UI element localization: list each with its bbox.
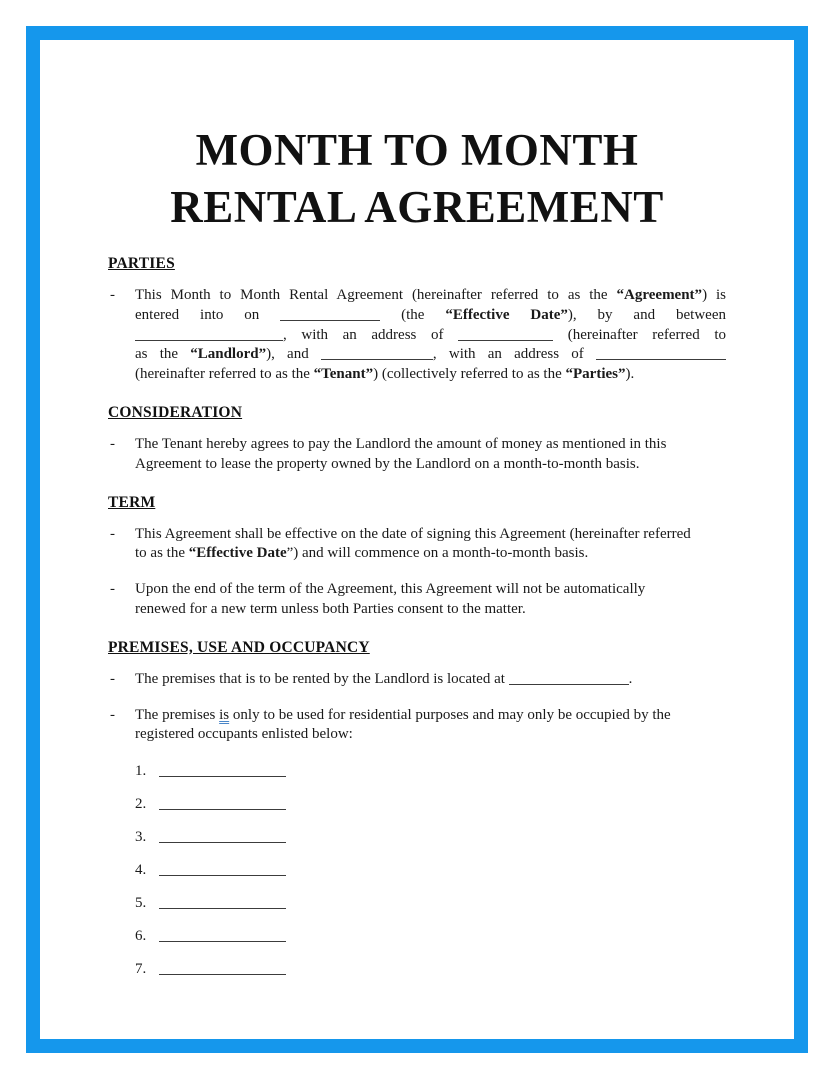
occupant-line xyxy=(135,893,726,913)
body-text: (hereinafter referred to as the xyxy=(135,366,314,383)
fill-in-blank[interactable] xyxy=(159,961,286,975)
body-text: ), and xyxy=(266,346,321,363)
occupant-number: 4. xyxy=(135,862,147,879)
title-line-1: MONTH TO MONTH xyxy=(195,125,639,175)
text-line xyxy=(135,306,726,326)
fill-in-blank[interactable] xyxy=(509,671,629,685)
body-text: The premises that is to be rented by the Landlord is located at xyxy=(135,670,509,687)
fill-in-blank[interactable] xyxy=(596,346,726,360)
bold-text: “Effective Date” xyxy=(445,306,568,323)
body-text: ) (collectively referred to as the xyxy=(373,366,566,383)
body-text: ) is xyxy=(702,287,727,303)
fill-in-blank[interactable] xyxy=(280,307,380,321)
paragraph-term-effective xyxy=(108,525,726,565)
text-line xyxy=(135,286,726,306)
text-line xyxy=(135,365,726,385)
text-line xyxy=(135,706,726,726)
fill-in-blank[interactable] xyxy=(159,928,286,942)
dash-bullet: - xyxy=(110,287,115,303)
dash-bullet: - xyxy=(110,670,115,687)
occupant-line xyxy=(135,794,726,814)
body-text: The Tenant hereby agrees to pay the Landlord the amount of money as mentioned in this xyxy=(135,435,667,452)
body-text: (hereinafter referred to xyxy=(553,326,726,343)
body-text: Upon the end of the term of the Agreement, this Agreement will not be automatically xyxy=(135,581,646,598)
body-text: as the xyxy=(135,346,191,363)
document-content xyxy=(40,40,794,992)
occupant-number: 6. xyxy=(135,928,147,945)
body-text: renewed for a new term unless both Parties consent to the matter. xyxy=(135,600,526,617)
occupants-list xyxy=(135,761,726,979)
paragraph-term-renewal xyxy=(108,580,726,620)
body-text: (the xyxy=(380,306,446,323)
paragraph-parties xyxy=(108,286,726,385)
bold-text: “Landlord” xyxy=(190,346,267,363)
text-line xyxy=(135,600,726,620)
body-text: entered into on xyxy=(135,306,281,323)
body-text: only to be used for residential purposes and may only be occupied by the xyxy=(229,706,671,723)
body-text: This Month to Month Rental Agreement (hereinafter referred to as the xyxy=(135,287,617,303)
section-heading-parties: PARTIES xyxy=(108,255,175,272)
body-text: Agreement to lease the property owned by the Landlord on a month-to-month basis. xyxy=(135,455,640,472)
dash-bullet: - xyxy=(110,581,115,598)
text-line xyxy=(135,544,726,564)
occupant-number: 2. xyxy=(135,796,147,813)
fill-in-blank[interactable] xyxy=(159,796,286,810)
fill-in-blank[interactable] xyxy=(458,327,553,341)
page-border-frame xyxy=(26,26,808,1053)
text-line xyxy=(135,326,726,346)
dash-bullet: - xyxy=(110,525,115,542)
body-text: registered occupants enlisted below: xyxy=(135,726,353,743)
occupant-number: 5. xyxy=(135,895,147,912)
body-text: , with an address of xyxy=(283,326,459,343)
body-text: ”) and will commence on a month-to-month basis. xyxy=(286,545,589,562)
grammar-marked-text: is xyxy=(219,706,230,723)
occupant-line xyxy=(135,827,726,847)
paragraph-premises-location xyxy=(108,670,726,690)
occupant-number: 1. xyxy=(135,763,147,780)
fill-in-blank[interactable] xyxy=(159,763,286,777)
paragraph-consideration xyxy=(108,435,726,475)
text-line xyxy=(135,455,726,475)
body-text: to as the xyxy=(135,545,189,562)
title-line-2: RENTAL AGREEMENT xyxy=(170,182,664,232)
dash-bullet: - xyxy=(110,706,115,723)
occupant-line xyxy=(135,926,726,946)
body-text: This Agreement shall be effective on the date of signing this Agreement (hereinafter referred xyxy=(135,525,691,542)
occupant-line xyxy=(135,860,726,880)
text-line xyxy=(135,580,726,600)
text-line xyxy=(135,345,726,365)
occupant-number: 7. xyxy=(135,961,147,978)
fill-in-blank[interactable] xyxy=(159,895,286,909)
text-line xyxy=(135,525,726,545)
body-text: . xyxy=(628,670,633,687)
section-heading-term: TERM xyxy=(108,493,156,511)
dash-bullet: - xyxy=(110,435,115,452)
occupant-line xyxy=(135,761,726,781)
fill-in-blank[interactable] xyxy=(159,862,286,876)
section-heading-premises: PREMISES, USE AND OCCUPANCY xyxy=(108,638,370,656)
fill-in-blank[interactable] xyxy=(135,327,283,341)
fill-in-blank[interactable] xyxy=(321,346,433,360)
text-line xyxy=(135,435,726,455)
bold-text: “Effective Date xyxy=(188,545,287,562)
text-line xyxy=(135,725,726,745)
document-title xyxy=(108,122,726,236)
bold-text: “Agreement” xyxy=(616,287,703,303)
bold-text: “Parties” xyxy=(565,366,626,383)
body-text: ), by and between xyxy=(567,306,726,323)
body-text: ). xyxy=(625,366,635,383)
text-line xyxy=(135,670,726,690)
paragraph-premises-use xyxy=(108,706,726,746)
occupant-line xyxy=(135,959,726,979)
body-text: The premises xyxy=(135,706,220,723)
occupant-number: 3. xyxy=(135,829,147,846)
fill-in-blank[interactable] xyxy=(159,829,286,843)
bold-text: “Tenant” xyxy=(313,366,374,383)
body-text: , with an address of xyxy=(432,346,597,363)
section-heading-consideration: CONSIDERATION xyxy=(108,403,243,421)
